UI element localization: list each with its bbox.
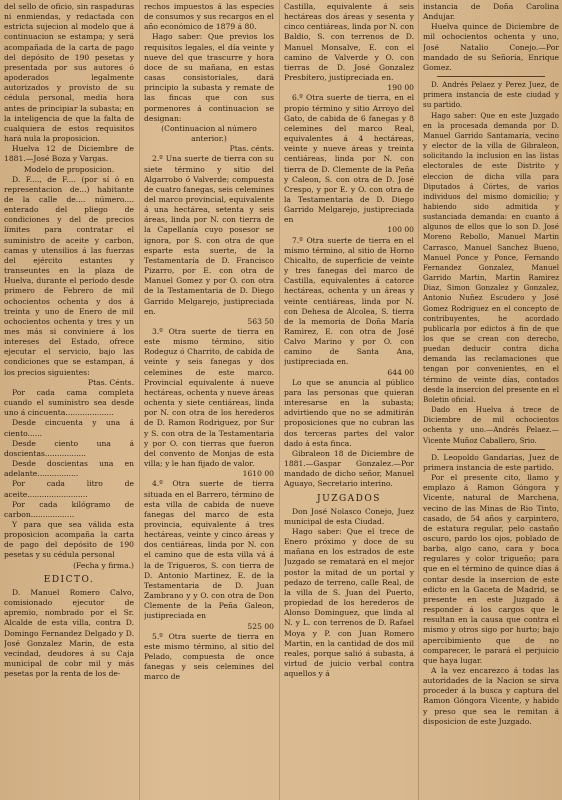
paragraph: Hago saber: Que previos los requisitos legales, el día veinte y nueve del que trascurre y hora doce de su mañana, en estas casas consistoriales, dará principio la subasta y remate de las fincas que con sus pormenores á continuacion se designan: <box>144 32 274 123</box>
paragraph: Por cada cama completa cuando el suministro sea desde uno á cincuenta.................... <box>4 387 134 418</box>
paragraph: 3.º Otra suerte de tierra en este mismo término, sitio Rodeguz ó Charrito, de cabida de veinte y seis fanegas y dos celemines de este marco. Provincial equivalente á nueve hectáreas, ochenta y nueve áreas ochenta y siete centiáreas, linda por N. con otra de los herederos de D. Ramon Rodriguez, por Sur y S. con otra de la Testamentaria y por O. con tierras que fueron del convento de Monjas de esta villa; y le han fijado de valor. <box>144 327 274 469</box>
paragraph: Lo que se anuncia al público para las personas que quieran interesarse en la subasta; advirtiendo que no se admitirán proposiciones que no cubran las dos terceras partes del valor dado á esta finca. <box>284 377 414 448</box>
right-caption: Ptas. Cénts. <box>88 377 134 387</box>
paragraph: D. Manuel Romero Calvo, comisionado ejecutor de apremio, nombrado por el Sr. Alcalde de esta villa, contra D. Domingo Fernandez Delgado y D. José Gonzalez Marin, de esta vecindad, deudores á su Caja municipal de cobr mil y más pesetas por la renta de los de- <box>4 587 134 679</box>
price-line <box>284 368 414 378</box>
caption-line: (Continuacion al número anterior.) <box>161 123 257 144</box>
paragraph: 5.º Otra suerte de tierra en este mismo término, al sitio del Pelado, compuesta de once fanegas y seis celemines del marco de <box>144 631 274 682</box>
paragraph: Hago saber: Que en este Juzgado en la procesada demanda por D. Manuel Garrido Santamaría, vecino y elector de la villa de Gibraleon, solicitando la inclusion en las listas electorales de este Distrito y eleccion de dicha villa para Diputados á Córtes, de varios individuos del mismo domicilio; y habiendo sido admitida y sustanciada demanda: en cuanto á algunos de ellos que lo son D. José Moreno Rebollo, Manuel Martin Carrasco, Manuel Sanchez Bueno, Manuel Ponce y Ponce, Fernando Fernandez Gonzalez, Manuel Garrido Martin, Martin Ramirez Diaz, Simon Gonzalez y Gonzalez, Antonio Nuñez Escudero y José Gomez Rodriguez en el concepto de contribuyentes, he acordado publicarla por edictos á fin de que los que se crean con derecho, puedan deducir contra dicha demanda las reclamaciones que tengan por convenientes, en el término de veinte días, contados desde la insercion del presente en el Boletin oficial. <box>423 110 559 404</box>
paragraph: Castilla, equivalente á seis hectáreas dos áreas y sesenta y cinco centiáreas, linda por N. con Baldio, S. con terrenos de D. Manuel Monsalve, E. con el camino de Valverde y O. con tierras de D. José Gonzalez Presbítero, justipreciada en. <box>284 2 414 83</box>
paragraph: del sello de oficio, sin raspaduras ni enmiendas, y redactada con estricta sujecion al modelo que á continuacion se estampa; y será acompañada de la carta de pago del depósito de 190 pesetas y presentada por sus autores ó apoderados legalmente autorizados y provisto de su cédula personal, media hora antes de principiar la subasta; en la inteligencia de que la falta de cualquiera de estos requisitos hará nula la proposicion. <box>4 2 134 144</box>
caption-line: Modelo de proposicion. <box>23 164 115 174</box>
paragraph: instancia de Doña Carolina Andujar. <box>423 2 559 22</box>
price-line <box>284 225 414 235</box>
right-caption: (Fecha y firma.) <box>73 560 134 570</box>
paragraph: Por cada kilógramo de carbon.................. <box>4 499 134 519</box>
section-divider <box>437 449 545 450</box>
paragraph: Dado en Huelva á trece de Diciembre de mil ochocientos ochenta y uno.—Andrés Pelaez.—Vicente Muñoz Caballero, Srio. <box>423 405 559 445</box>
paragraph: 2.º Una suerte de tierra con su siete término y sitio del Algarrobo ó Valverde; compuesta de cuatro fanegas, seis celemines del marco provincial, equivalente á una hectárea, setenta y seis áreas, linda por N. con tierra de la Capellanía cuyo posesor se ignora, por S. con otra de que esparte esta suerte, de la Testamentaría de D. Francisco Pizarro, por E. con otra de Manuel Gomez y por O. con otra de la Testamentaria de D. Diego Garrido Melgarejo, justipreciada en. <box>144 154 274 316</box>
paragraph: 6.º Otra suerte de tierra, en el propio término y sitio Arroyo del Gato, de cabida de 6 fanegas y 8 celemines del marco Real, equivalentes á 4 hectáreas, veinte y nueve áreas y treinta centiáreas, linda por N. con tierra de D. Clemente de la Peña y Caleon, S. con otra de D. José Crespo, y por E. y O. con otra de la Testamentaria de D. Diego Garrido Melgarejo, justipreciada en <box>284 93 414 225</box>
paragraph: Desde doscientas una en adelante................. <box>4 459 134 479</box>
paragraph: Por cada litro de aceite......................... <box>4 479 134 499</box>
right-caption: Ptas. cénts. <box>229 144 274 154</box>
column-1 <box>4 2 134 796</box>
section-heading: EDICTO. <box>43 574 95 585</box>
paragraph: A la vez encarezco á todas las autoridades de la Nacion se sirva proceder á la busca y captura del Ramon Góngora Vicente, y habido y preso que sea le remitan á disposicion de este Juzgado. <box>423 666 559 726</box>
paragraph: Huelva 12 de Diciembre de 1881.—José Boza y Vargas. <box>4 144 134 164</box>
price-line <box>144 317 274 327</box>
paragraph: D. Andrés Pelaez y Perez Juez, de primera instancia de este ciudad y su partido. <box>423 80 559 110</box>
section-divider <box>437 76 545 77</box>
paragraph: rechos impuestos á las especies de consumos y sus recargos en el año económico de 1879 á 80. <box>144 2 274 32</box>
price-line <box>144 622 274 632</box>
price-amount: 525 00 <box>247 621 274 631</box>
price-amount: 644 00 <box>387 367 414 377</box>
paragraph: Desde cincuenta y una á ciento...... <box>4 418 134 438</box>
column-3 <box>284 2 414 796</box>
price-amount: 1610 00 <box>242 469 274 479</box>
column-2 <box>144 2 274 796</box>
column-rule <box>418 0 419 800</box>
paragraph: Gibraleon 18 de Diciembre de 1881.—Gaspar Gonzalez.—Por mandado de dicho señor, Manuel Aguayo, Secretario interino. <box>284 448 414 489</box>
paragraph: Desde ciento una á doscientas................. <box>4 438 134 458</box>
paragraph: Don José Nolasco Conejo, Juez municipal de esta Ciudad. <box>284 506 414 526</box>
price-amount: 190 00 <box>387 83 414 93</box>
paragraph: D. Leopoldo Gandarias, Juez de primera instancia de este partido. <box>423 452 559 472</box>
price-line <box>144 469 274 479</box>
paragraph: Huelva quince de Diciembre de mil ochocientos ochenta y uno, José Natalio Conejo.—Por mandado de su Señoría, Enrique Gomez. <box>423 22 559 72</box>
paragraph: Hago saber: Que el trece de Enero próximo y doce de su mañana en los estrados de este Juzgado se rematará en el mejor postor la mitad de un portal y pedazo de terreno, calle Real, de la villa de S. Juan del Puerto, propiedad de los herederos de Alonso Dominguez, que linda al N. y L. con terrenos de D. Rafael Moya y P. con Juan Romero Martin, en la cantidad de dos mil reales, porque salió á subasta, á virtud de juicio verbal contra aquellos y á <box>284 526 414 679</box>
column-rule <box>139 0 140 800</box>
paragraph: 4.º Otra suerte de tierra situada en el Barrero, término de esta villa de cabida de nueve fanegas del marco de esta provincia, equivalente á tres hectáreas, veinte y cinco áreas y dos centiáreas, linda por N. con el camino que de esta villa vá á la de Trigueros, S. con tierra de D. Antonio Martinez, E. de la Testamentaria de D. Juan Zambrano y y O. con otra de Don Clemente de la Peña Galeon, justipreciada en <box>144 479 274 621</box>
price-amount: 563 50 <box>247 316 274 326</box>
paragraph: Por el presente cito, llamo y emplazo á Ramon Góngora y Vicente, natural de Marchena, vecino de las Minas de Rio Tinto, casado, de 54 años y carpintero, de estatura regular, pelo castaño oscuro, pardo los ojos, poblado de barba, algo cano, cara y boca regulares y color trigueño; para que en el término de quince días á contar desde la insercion de este edicto en la Gaceta de Madrid, se presente en este Juzgado á responder á los cargos que le resultan en la causa que contra el mismo y otros sigo por hurto; bajo apercibimiento que de no comparecer, le parará el perjuicio que haya lugar. <box>423 473 559 665</box>
column-rule <box>279 0 280 800</box>
price-amount: 100 00 <box>387 225 414 235</box>
price-line <box>284 83 414 93</box>
paragraph: 7.º Otra suerte de tierra en el mismo término, al sitio de Horno Chicalto, de superficie de veinte y tres fanegas del marco de Castilla, equivalentes á catorce hectáreas, ochenta y un áreas y veinte centiáreas, linda por N. con Dehesa de Alcolea, S. tierra de la memoria de Doña María Ramirez, E. con otra de José Calvo Marino y por O. con camino de Santa Ana, justipreciada en. <box>284 235 414 367</box>
paragraph: D. F...., de F.... (por sí ó en representacion de...) habitante de la calle de.... número.... enterado del pliego de condiciones y del de precios límites para contratar el suministro de aceite y carbon, camas y utensilios á las fuerzas del ejército estantes y transeuntes en la plaza de Huelva, durante el periodo desde primero de Febrero de mil ochocientos ochenta y dos á treinta y uno de Enero de mil ochocientos ochenta y tres y un mes más si conviniere á los intereses del Estado, ofrece ejecutar el servicio, bajo las condiciones que se estampan, á los precios siguientes: <box>4 174 134 377</box>
column-4 <box>423 2 559 796</box>
section-heading: JUZGADOS <box>317 493 381 504</box>
paragraph: Y para que sea válida esta proposicion acompaña la carta de pago del depósito de 190 pesetas y su cédula personal <box>4 519 134 560</box>
